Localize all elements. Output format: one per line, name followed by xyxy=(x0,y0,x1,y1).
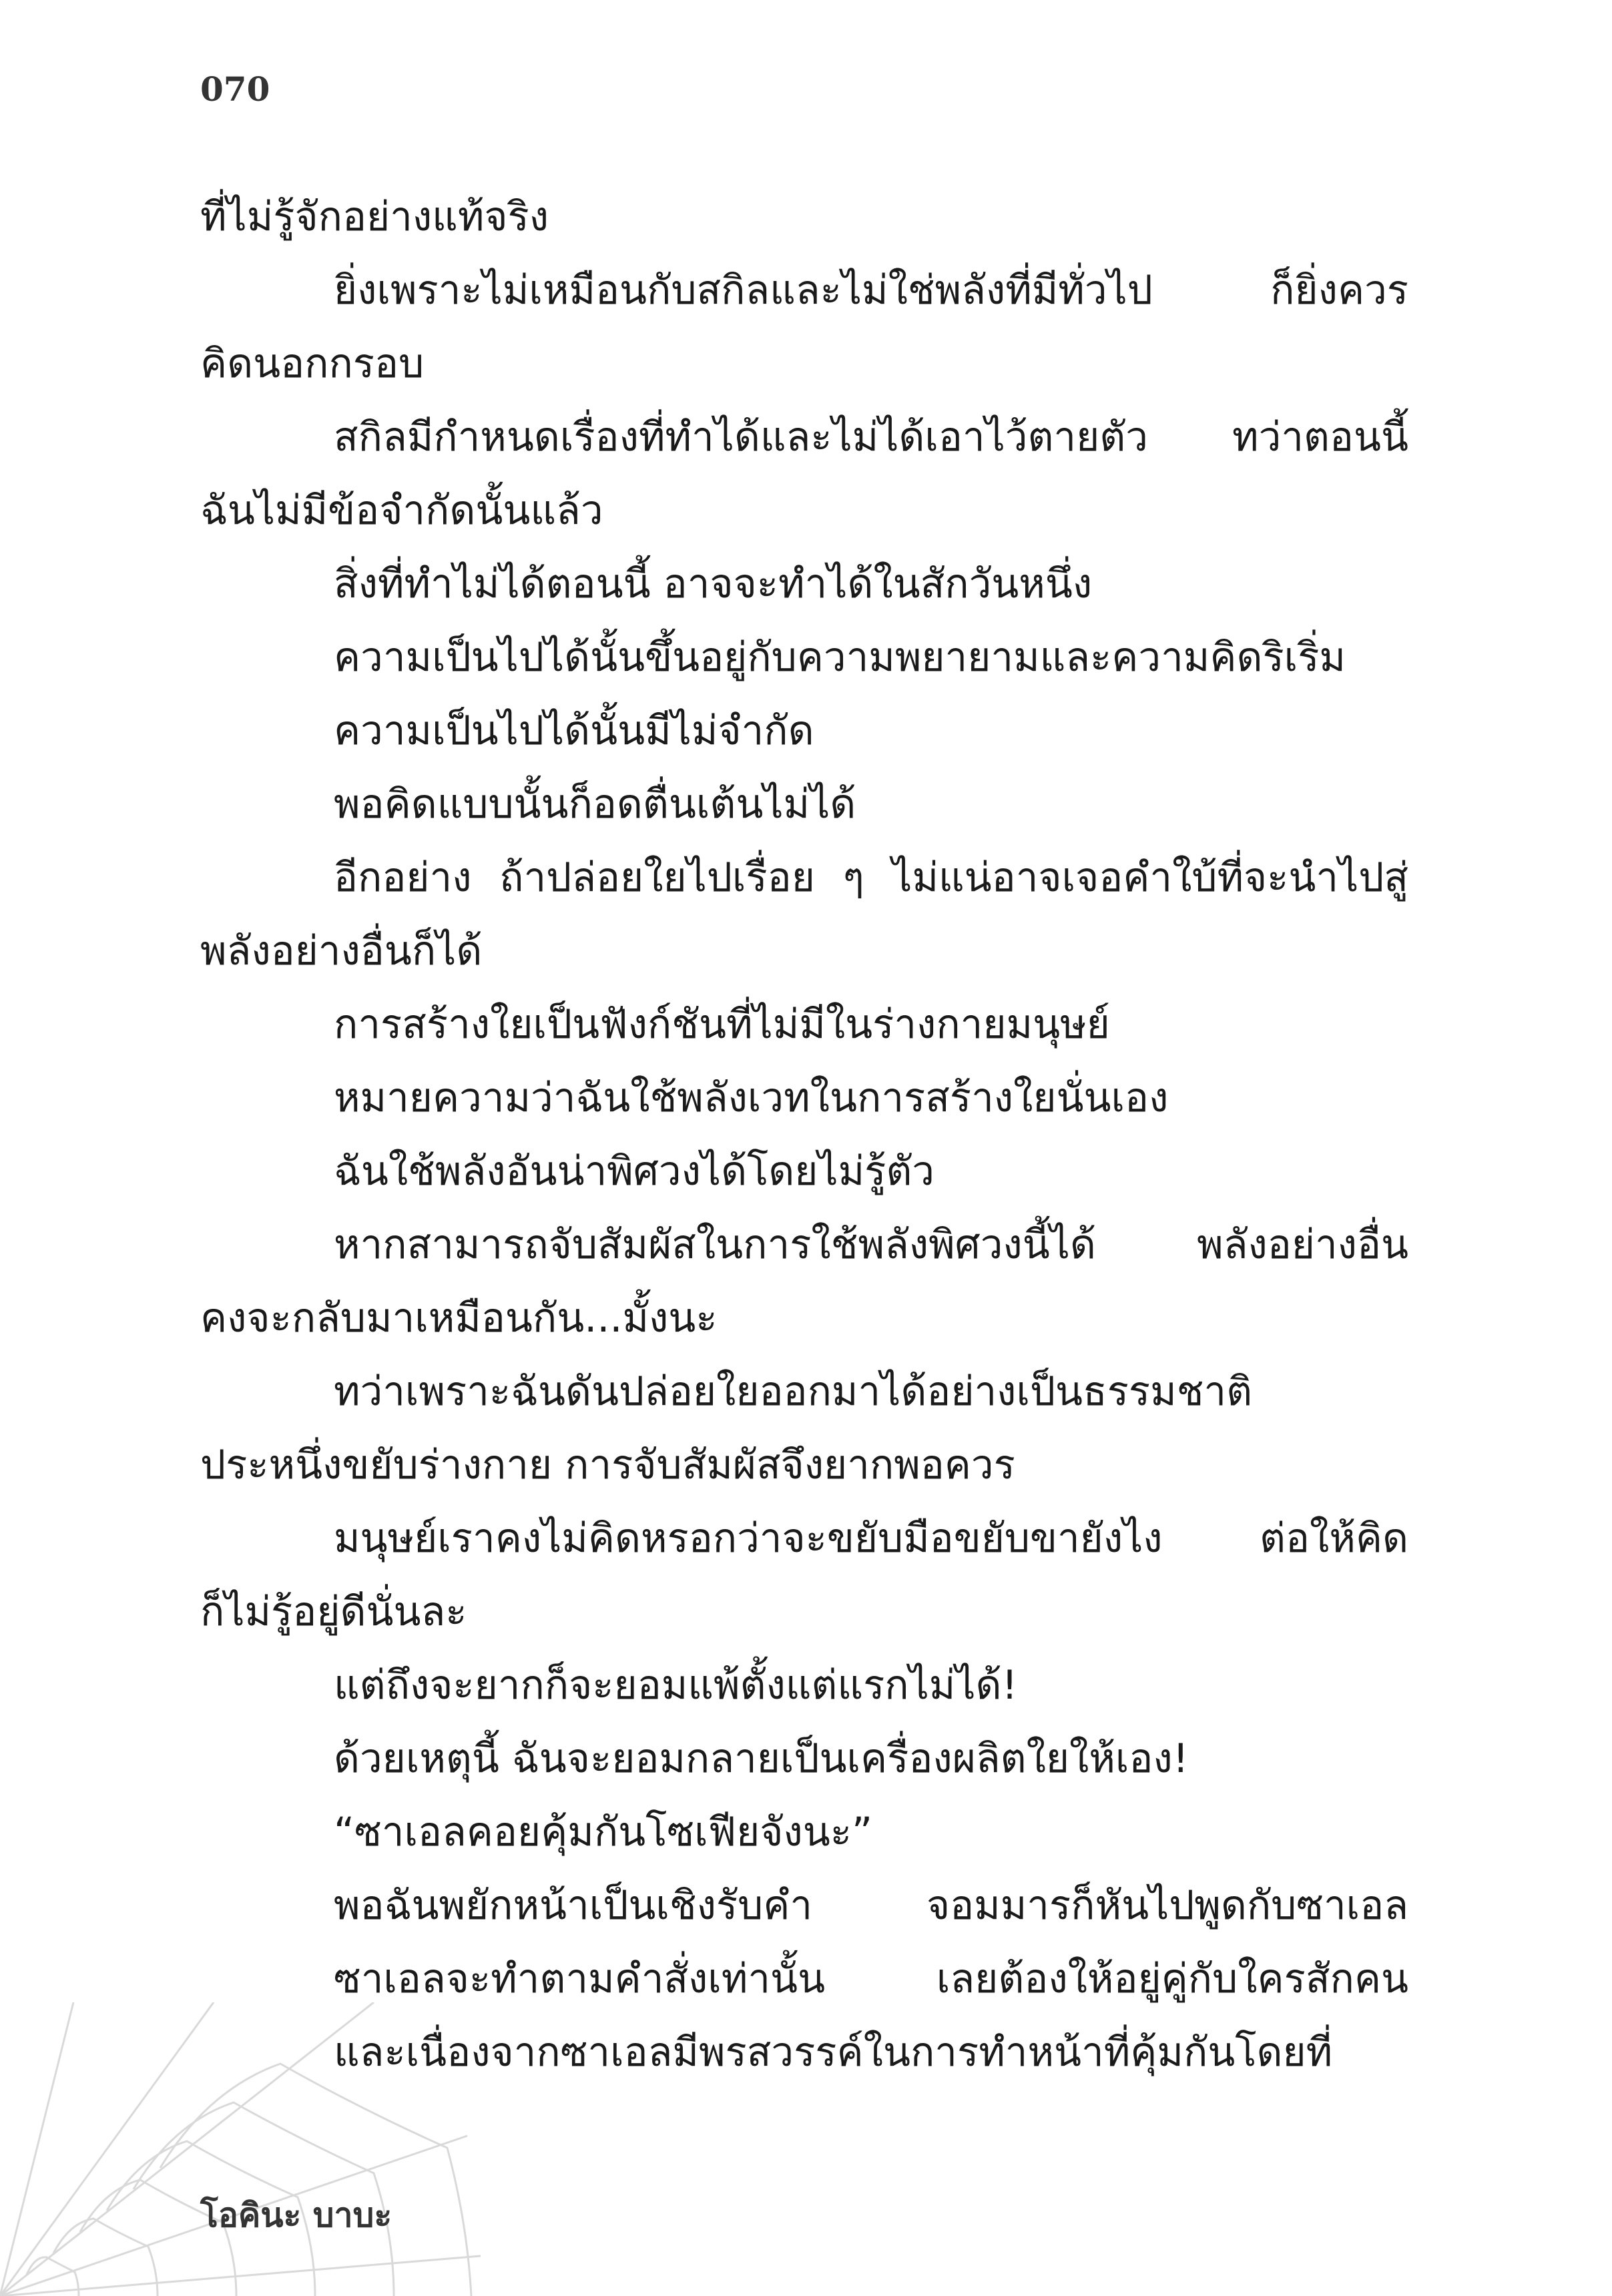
text-line: ประหนึ่งขยับร่างกาย การจับสัมผัสจึงยากพอควร xyxy=(200,1442,1015,1488)
text-line: พอฉันพยักหน้าเป็นเชิงรับคำ จอมมารก็หันไปพูดกับซาเอล xyxy=(334,1882,1408,1929)
text-line: พอคิดแบบนั้นก็อดตื่นเต้นไม่ได้ xyxy=(334,781,856,828)
text-line: มนุษย์เราคงไม่คิดหรอกว่าจะขยับมือขยับขายังไง ต่อให้คิด xyxy=(334,1515,1408,1562)
text-line: ที่ไม่รู้จักอย่างแท้จริง xyxy=(200,194,549,240)
text-line: ด้วยเหตุนี้ ฉันจะยอมกลายเป็นเครื่องผลิตใยให้เอง! xyxy=(334,1735,1189,1782)
page-number: 070 xyxy=(200,69,270,109)
text-line: อีกอย่าง ถ้าปล่อยใยไปเรื่อย ๆ ไม่แน่อาจเจอคำใบ้ที่จะนำไปสู่ xyxy=(334,854,1408,901)
text-line: คิดนอกกรอบ xyxy=(200,340,425,387)
text-line: “ซาเอลคอยคุ้มกันโซเฟียจังนะ” xyxy=(334,1809,873,1855)
text-line: การสร้างใยเป็นฟังก์ชันที่ไม่มีในร่างกายมนุษย์ xyxy=(334,1001,1110,1048)
text-line: สิ่งที่ทำไม่ได้ตอนนี้ อาจจะทำได้ในสักวันหนึ่ง xyxy=(334,561,1093,607)
text-line: คงจะกลับมาเหมือนกัน...มั้งนะ xyxy=(200,1295,718,1342)
text-line: ทว่าเพราะฉันดันปล่อยใยออกมาได้อย่างเป็นธรรมชาติ xyxy=(334,1368,1253,1415)
text-line: ก็ไม่รู้อยู่ดีนั่นละ xyxy=(200,1589,467,1635)
footer-title: โอคินะ บาบะ xyxy=(200,2196,392,2235)
text-line: ฉันไม่มีข้อจำกัดนั้นแล้ว xyxy=(200,487,603,534)
text-line: หากสามารถจับสัมผัสในการใช้พลังพิศวงนี้ได้ พลังอย่างอื่น xyxy=(334,1221,1408,1268)
text-line: ฉันใช้พลังอันน่าพิศวงได้โดยไม่รู้ตัว xyxy=(334,1148,934,1195)
text-line: หมายความว่าฉันใช้พลังเวทในการสร้างใยนั่นเอง xyxy=(334,1075,1169,1121)
text-line: ความเป็นไปได้นั้นขึ้นอยู่กับความพยายามและความคิดริเริ่ม xyxy=(334,634,1346,681)
text-line: ยิ่งเพราะไม่เหมือนกับสกิลและไม่ใช่พลังที่มีทั่วไป ก็ยิ่งควร xyxy=(334,267,1408,314)
spider-web-icon xyxy=(0,2002,481,2296)
text-line: สกิลมีกำหนดเรื่องที่ทำได้และไม่ได้เอาไว้ตายตัว ทว่าตอนนี้ xyxy=(334,414,1408,461)
text-line: แต่ถึงจะยากก็จะยอมแพ้ตั้งแต่แรกไม่ได้! xyxy=(334,1662,1018,1709)
text-line: ความเป็นไปได้นั้นมีไม่จำกัด xyxy=(334,707,814,754)
text-line: ซาเอลจะทำตามคำสั่งเท่านั้น เลยต้องให้อยู่คู่กับใครสักคน xyxy=(334,1956,1408,2002)
text-line: พลังอย่างอื่นก็ได้ xyxy=(200,928,483,974)
text-line: และเนื่องจากซาเอลมีพรสวรรค์ในการทำหน้าที่คุ้มกันโดยที่ xyxy=(334,2029,1333,2076)
